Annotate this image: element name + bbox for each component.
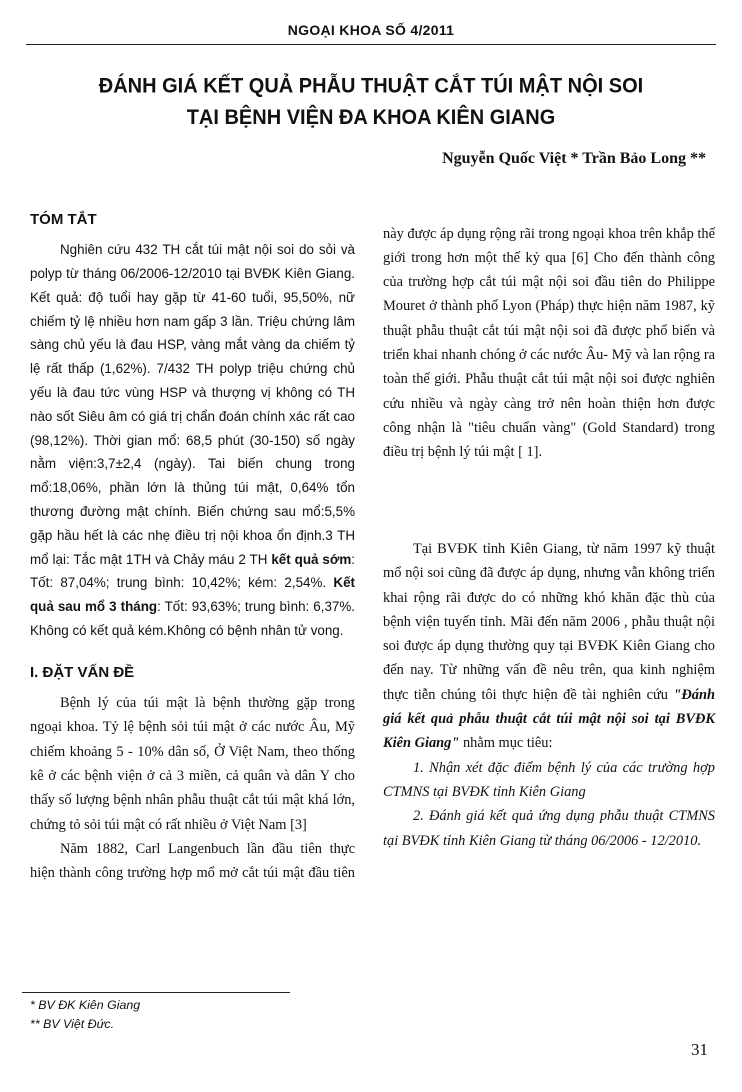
abstract-part-2: : Tốt: 87,04%; trung bình: 10,42%; kém: 2,54%.: [30, 551, 355, 591]
intro-paragraph-2: Năm 1882, Carl Langenbuch lần đầu tiên thực hiện thành công trường hợp mổ mở cắt túi mật đầu tiên: [30, 840, 355, 882]
footnotes: [30, 996, 140, 1034]
abstract-text: [30, 238, 355, 643]
footnote-rule: [22, 992, 290, 993]
left-column: [30, 208, 355, 885]
section-1-heading: I. ĐẶT VẤN ĐỀ: [30, 663, 135, 681]
title-line-1: ĐÁNH GIÁ KẾT QUẢ PHẪU THUẬT CẮT TÚI MẬT NỘI SOI: [98, 74, 644, 98]
late-results-label: Kết quả sau mổ 3 tháng: [30, 575, 355, 615]
intro-paragraph-1: Bệnh lý của túi mật là bệnh thường gặp trong ngoại khoa. Tỷ lệ bệnh sỏi túi mật ở các nước Âu, Mỹ chiếm khoảng 5 - 10% dân số, Ở Việt Nam, theo thống kê ở các bệnh viện ở cả 3 miền, cả quân và dân Y cho thấy số lượng bệnh nhân phẫu thuật cắt túi mật khá lớn, chứng tỏ sỏi túi mật có rất nhiều ở Việt Nam [3]: [30, 695, 355, 833]
study-title: "Đánh giá kết quả phẫu thuật cắt túi mật nội soi tại BVĐK Kiên Giang": [383, 686, 715, 752]
right-column: [383, 221, 715, 853]
title-line-2: TẠI BỆNH VIỆN ĐA KHOA KIÊN GIANG: [186, 106, 556, 130]
intro-paragraph-3-text: Tại BVĐK tỉnh Kiên Giang, từ năm 1997 kỹ thuật mổ nội soi cũng đã được áp dụng, nhưng vẫn không triển khai rộng rãi được do có những khó khăn đặc thù của bệnh viện tuyến tỉnh. Mãi đến năm 2006 , phẫu thuật nội soi được áp dụng thường quy tại BVĐK Kiên Giang cho đến nay. Từ những vấn đề nêu trên, qua kinh nghiệm thực tiễn chúng tôi thực hiện đề tài nghiên cứu: [383, 541, 715, 703]
authors: Nguyễn Quốc Việt * Trần Bảo Long **: [442, 150, 706, 167]
intro-paragraph-2-overflow: này được áp dụng rộng rãi trong ngoại khoa trên khắp thế giới trong hơn một thế kỷ qua [6] Cho đến thành công của trường hợp cắt túi mật nội soi đầu tiên do Philippe Mouret ở thành phố Lyon (Pháp) thực hiện năm 1987, kỹ thuật phẫu thuật cắt túi mật nội soi đã được phổ biến và triển khai nhanh chóng ở các nước Âu- Mỹ và lan rộng ra toàn thế giới. Phẫu thuật cắt túi mật nội soi được nghiên cứu nhiều và ngày càng trở nên hoàn thiện hơn được công nhận là "tiêu chuẩn vàng" (Gold Standard) trong điều trị bệnh lý túi mật [ 1].: [383, 225, 715, 461]
objective-2: 2. Đánh giá kết quả ứng dụng phẫu thuật CTMNS tại BVĐK tỉnh Kiên Giang từ tháng 06/2006 - 12/2010.: [383, 808, 715, 849]
footnote-2: ** BV Việt Đức.: [30, 1017, 115, 1031]
footnote-1: * BV ĐK Kiên Giang: [30, 998, 141, 1012]
abstract-part-1: Nghiên cứu 432 TH cắt túi mật nội soi do sỏi và polyp từ tháng 06/2006-12/2010 tại BVĐK Kiên Giang. Kết quả: độ tuổi hay gặp từ 41-60 tuổi, 95,50%, nữ chiếm tỷ lệ nhiều hơn nam gấp 3 lần. Triệu chứng lâm sàng chủ yếu là đau HSP, vàng mắt vàng da chiếm tỷ lệ rất thấp (1,62%). 7/432 TH polyp triệu chứng chủ yếu là đau tức vùng HSP và thượng vị không có TH nào sốt Siêu âm có giá trị chẩn đoán chính xác rất cao (98,12%). Thời gian mổ: 68,5 phút (30-150) số ngày nằm viện:3,7±2,4 (ngày). Tai biến chung trong mổ:18,06%, phần lớn là thủng túi mật, 0,64% tổn thương đường mật chính. Biến chứng sau mổ:5,5% gặp hầu hết là các nhẹ điều trị nội khoa ổn định.3 TH mổ lại: Tắc mật 1TH và Chảy máu 2 TH: [30, 242, 355, 567]
intro-paragraph-3-end: nhằm mục tiêu:: [459, 735, 553, 752]
page-number: 31: [691, 1040, 708, 1059]
abstract-heading: TÓM TẮT: [30, 211, 97, 228]
running-header: NGOẠI KHOA SỐ 4/2011: [287, 22, 455, 38]
objective-1: 1. Nhận xét đặc điểm bệnh lý của các trường hợp CTMNS tại BVĐK tỉnh Kiên Giang: [383, 759, 715, 800]
abstract-part-3: : Tốt: 93,63%; trung bình: 6,37%. Không có kết quả kém.Không có bệnh nhân tử vong.: [30, 599, 355, 639]
early-results-label: kết quả sớm: [271, 551, 352, 567]
header-rule: [26, 44, 716, 45]
intro-paragraph-3: [383, 537, 715, 756]
article-title: [60, 71, 682, 134]
intro-paragraph-2-continued: [383, 221, 715, 537]
